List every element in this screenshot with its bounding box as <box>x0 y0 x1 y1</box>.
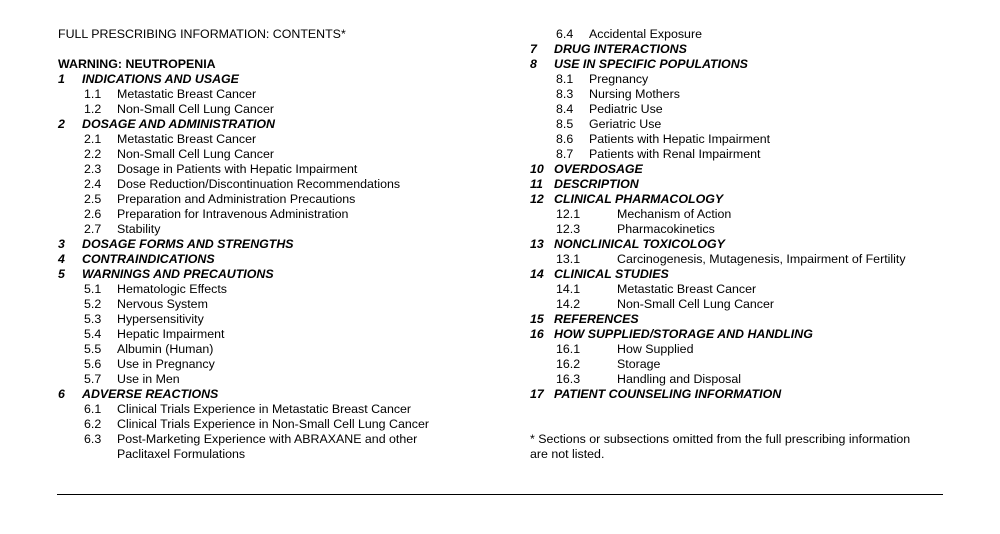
section-title: Non-Small Cell Lung Cancer <box>117 147 275 161</box>
section-title: Hypersensitivity <box>117 312 204 326</box>
section-number: 1.2 <box>84 102 102 116</box>
toc-subsection[interactable] <box>530 102 950 117</box>
section-title: Handling and Disposal <box>617 372 741 386</box>
section-title: Mechanism of Action <box>617 207 732 221</box>
section-title: DOSAGE AND ADMINISTRATION <box>82 117 275 131</box>
section-number: 8.1 <box>556 72 574 86</box>
section-number: 5.3 <box>84 312 102 326</box>
section-number: 16.3 <box>556 372 581 386</box>
blank-line <box>58 42 498 57</box>
toc-left-column <box>58 27 498 462</box>
toc-subsection[interactable] <box>530 87 950 102</box>
section-title: WARNINGS AND PRECAUTIONS <box>82 267 274 281</box>
section-title: Non-Small Cell Lung Cancer <box>117 102 275 116</box>
section-title: Non-Small Cell Lung Cancer <box>617 297 775 311</box>
section-number: 2.1 <box>84 132 102 146</box>
section-title: USE IN SPECIFIC POPULATIONS <box>554 57 748 71</box>
horizontal-rule <box>57 494 943 495</box>
toc-subsection[interactable] <box>58 372 498 387</box>
section-number: 17 <box>530 387 544 401</box>
section-title: Pharmacokinetics <box>617 222 715 236</box>
section-title: Accidental Exposure <box>589 27 702 41</box>
toc-subsection[interactable] <box>530 252 950 267</box>
toc-section[interactable] <box>530 162 950 177</box>
section-title: Metastatic Breast Cancer <box>117 132 257 146</box>
toc-text: FULL PRESCRIBING INFORMATION: CONTENTS* <box>58 27 346 41</box>
section-number: 2 <box>58 117 65 131</box>
toc-subsection[interactable] <box>58 147 498 162</box>
section-title: Patients with Renal Impairment <box>589 147 761 161</box>
section-number: 6.1 <box>84 402 102 416</box>
section-title: Preparation for Intravenous Administration <box>117 207 349 221</box>
section-title: NONCLINICAL TOXICOLOGY <box>554 237 725 251</box>
section-number: 3 <box>58 237 65 251</box>
toc-subsection[interactable] <box>58 132 498 147</box>
section-title: Clinical Trials Experience in Metastatic Breast Cancer <box>117 402 412 416</box>
section-title: Preparation and Administration Precautions <box>117 192 356 206</box>
blank-line <box>530 417 950 432</box>
section-title: DRUG INTERACTIONS <box>554 42 687 56</box>
section-number: 2.2 <box>84 147 102 161</box>
section-number: 2.5 <box>84 192 102 206</box>
toc-subsection[interactable] <box>58 327 498 342</box>
section-number: 12.3 <box>556 222 581 236</box>
toc-text: are not listed. <box>530 447 605 461</box>
section-title: INDICATIONS AND USAGE <box>82 72 239 86</box>
section-title: DESCRIPTION <box>554 177 639 191</box>
toc-subsection[interactable] <box>58 177 498 192</box>
section-title: ADVERSE REACTIONS <box>82 387 219 401</box>
section-number: 11 <box>530 177 543 191</box>
section-title: Carcinogenesis, Mutagenesis, Impairment of Fertility <box>617 252 906 266</box>
section-number: 4 <box>58 252 65 266</box>
toc-subsection[interactable] <box>530 357 950 372</box>
toc-section[interactable] <box>530 387 950 402</box>
toc-subsection[interactable] <box>58 357 498 372</box>
section-title: How Supplied <box>617 342 694 356</box>
section-number: 14 <box>530 267 544 281</box>
section-number: 15 <box>530 312 544 326</box>
section-number: 16.1 <box>556 342 581 356</box>
section-title: CLINICAL STUDIES <box>554 267 669 281</box>
section-title: Hematologic Effects <box>117 282 227 296</box>
toc-subsection[interactable] <box>58 447 498 462</box>
section-number: 13 <box>530 237 544 251</box>
section-number: 8.7 <box>556 147 574 161</box>
toc-subsection[interactable] <box>58 102 498 117</box>
section-number: 8.6 <box>556 132 574 146</box>
toc-section[interactable] <box>58 237 498 252</box>
section-title: Stability <box>117 222 161 236</box>
toc-subsection[interactable] <box>58 162 498 177</box>
toc-subsection[interactable] <box>530 132 950 147</box>
toc-section[interactable] <box>58 267 498 282</box>
section-title: Nervous System <box>117 297 208 311</box>
section-number: 16.2 <box>556 357 581 371</box>
section-title: Pediatric Use <box>589 102 663 116</box>
section-title: REFERENCES <box>554 312 639 326</box>
section-number: 14.2 <box>556 297 581 311</box>
section-number: 6.4 <box>556 27 574 41</box>
toc-subsection[interactable] <box>530 117 950 132</box>
toc-text: * Sections or subsections omitted from the full prescribing information <box>530 432 911 446</box>
toc-section[interactable] <box>530 267 950 282</box>
toc-subsection[interactable] <box>58 342 498 357</box>
section-title: Paclitaxel Formulations <box>117 447 246 461</box>
section-number: 16 <box>530 327 544 341</box>
toc-section[interactable] <box>58 72 498 87</box>
toc-subsection[interactable] <box>58 432 498 447</box>
section-number: 13.1 <box>556 252 581 266</box>
section-title: Nursing Mothers <box>589 87 680 101</box>
toc-subsection[interactable] <box>530 27 950 42</box>
toc-section[interactable] <box>530 192 950 207</box>
section-title: PATIENT COUNSELING INFORMATION <box>554 387 782 401</box>
section-title: Albumin (Human) <box>117 342 214 356</box>
section-number: 5.5 <box>84 342 102 356</box>
section-title: HOW SUPPLIED/STORAGE AND HANDLING <box>554 327 813 341</box>
section-number: 12 <box>530 192 544 206</box>
toc-subsection[interactable] <box>530 297 950 312</box>
section-number: 5.7 <box>84 372 102 386</box>
toc-section[interactable] <box>58 117 498 132</box>
section-title: Use in Men <box>117 372 180 386</box>
toc-subsection[interactable] <box>530 342 950 357</box>
toc-section[interactable] <box>530 42 950 57</box>
section-title: CONTRAINDICATIONS <box>82 252 215 266</box>
toc-subsection[interactable] <box>58 417 498 432</box>
section-title: CLINICAL PHARMACOLOGY <box>554 192 724 206</box>
toc-section[interactable] <box>530 57 950 72</box>
section-number: 14.1 <box>556 282 581 296</box>
section-title: DOSAGE FORMS AND STRENGTHS <box>82 237 294 251</box>
section-title: Use in Pregnancy <box>117 357 215 371</box>
section-number: 7 <box>530 42 537 56</box>
toc-subsection[interactable] <box>58 282 498 297</box>
section-title: Metastatic Breast Cancer <box>617 282 757 296</box>
section-number: 5.6 <box>84 357 102 371</box>
section-title: Dose Reduction/Discontinuation Recommendations <box>117 177 401 191</box>
toc-subsection[interactable] <box>530 72 950 87</box>
section-number: 2.4 <box>84 177 102 191</box>
section-number: 6.3 <box>84 432 102 446</box>
toc-right-column <box>530 27 950 462</box>
section-number: 2.6 <box>84 207 102 221</box>
section-title: Pregnancy <box>589 72 649 86</box>
section-number: 1 <box>58 72 65 86</box>
section-number: 6.2 <box>84 417 102 431</box>
toc-subsection[interactable] <box>530 282 950 297</box>
toc-section[interactable] <box>530 237 950 252</box>
section-title: Patients with Hepatic Impairment <box>589 132 771 146</box>
section-number: 8 <box>530 57 537 71</box>
toc-section[interactable] <box>58 387 498 402</box>
section-number: 12.1 <box>556 207 581 221</box>
section-title: Dosage in Patients with Hepatic Impairment <box>117 162 358 176</box>
toc-subsection[interactable] <box>58 402 498 417</box>
section-number: 5.2 <box>84 297 102 311</box>
toc-subsection[interactable] <box>58 312 498 327</box>
section-number: 1.1 <box>84 87 102 101</box>
blank-line <box>530 402 950 417</box>
section-title: Storage <box>617 357 661 371</box>
toc-section[interactable] <box>530 327 950 342</box>
toc-subsection[interactable] <box>58 192 498 207</box>
section-number: 2.3 <box>84 162 102 176</box>
section-title: Clinical Trials Experience in Non-Small Cell Lung Cancer <box>117 417 429 431</box>
section-title: Hepatic Impairment <box>117 327 225 341</box>
toc-section[interactable] <box>58 252 498 267</box>
toc-subsection[interactable] <box>58 87 498 102</box>
boxed-warning-entry: WARNING: NEUTROPENIA <box>58 57 216 71</box>
section-title: Geriatric Use <box>589 117 662 131</box>
section-title: Metastatic Breast Cancer <box>117 87 257 101</box>
toc-section[interactable] <box>530 177 950 192</box>
section-number: 8.5 <box>556 117 574 131</box>
toc-section[interactable] <box>530 312 950 327</box>
toc-subsection[interactable] <box>530 222 950 237</box>
section-number: 5.1 <box>84 282 102 296</box>
section-number: 6 <box>58 387 65 401</box>
section-number: 8.4 <box>556 102 574 116</box>
section-number: 10 <box>530 162 544 176</box>
toc-subsection[interactable] <box>58 222 498 237</box>
section-number: 2.7 <box>84 222 102 236</box>
toc-subsection[interactable] <box>58 297 498 312</box>
section-number: 5 <box>58 267 65 281</box>
toc-subsection[interactable] <box>530 147 950 162</box>
section-number: 8.3 <box>556 87 574 101</box>
toc-subsection[interactable] <box>530 372 950 387</box>
toc-subsection[interactable] <box>530 207 950 222</box>
toc-subsection[interactable] <box>58 207 498 222</box>
section-number: 5.4 <box>84 327 102 341</box>
section-title: Post-Marketing Experience with ABRAXANE and other <box>117 432 418 446</box>
section-title: OVERDOSAGE <box>554 162 643 176</box>
